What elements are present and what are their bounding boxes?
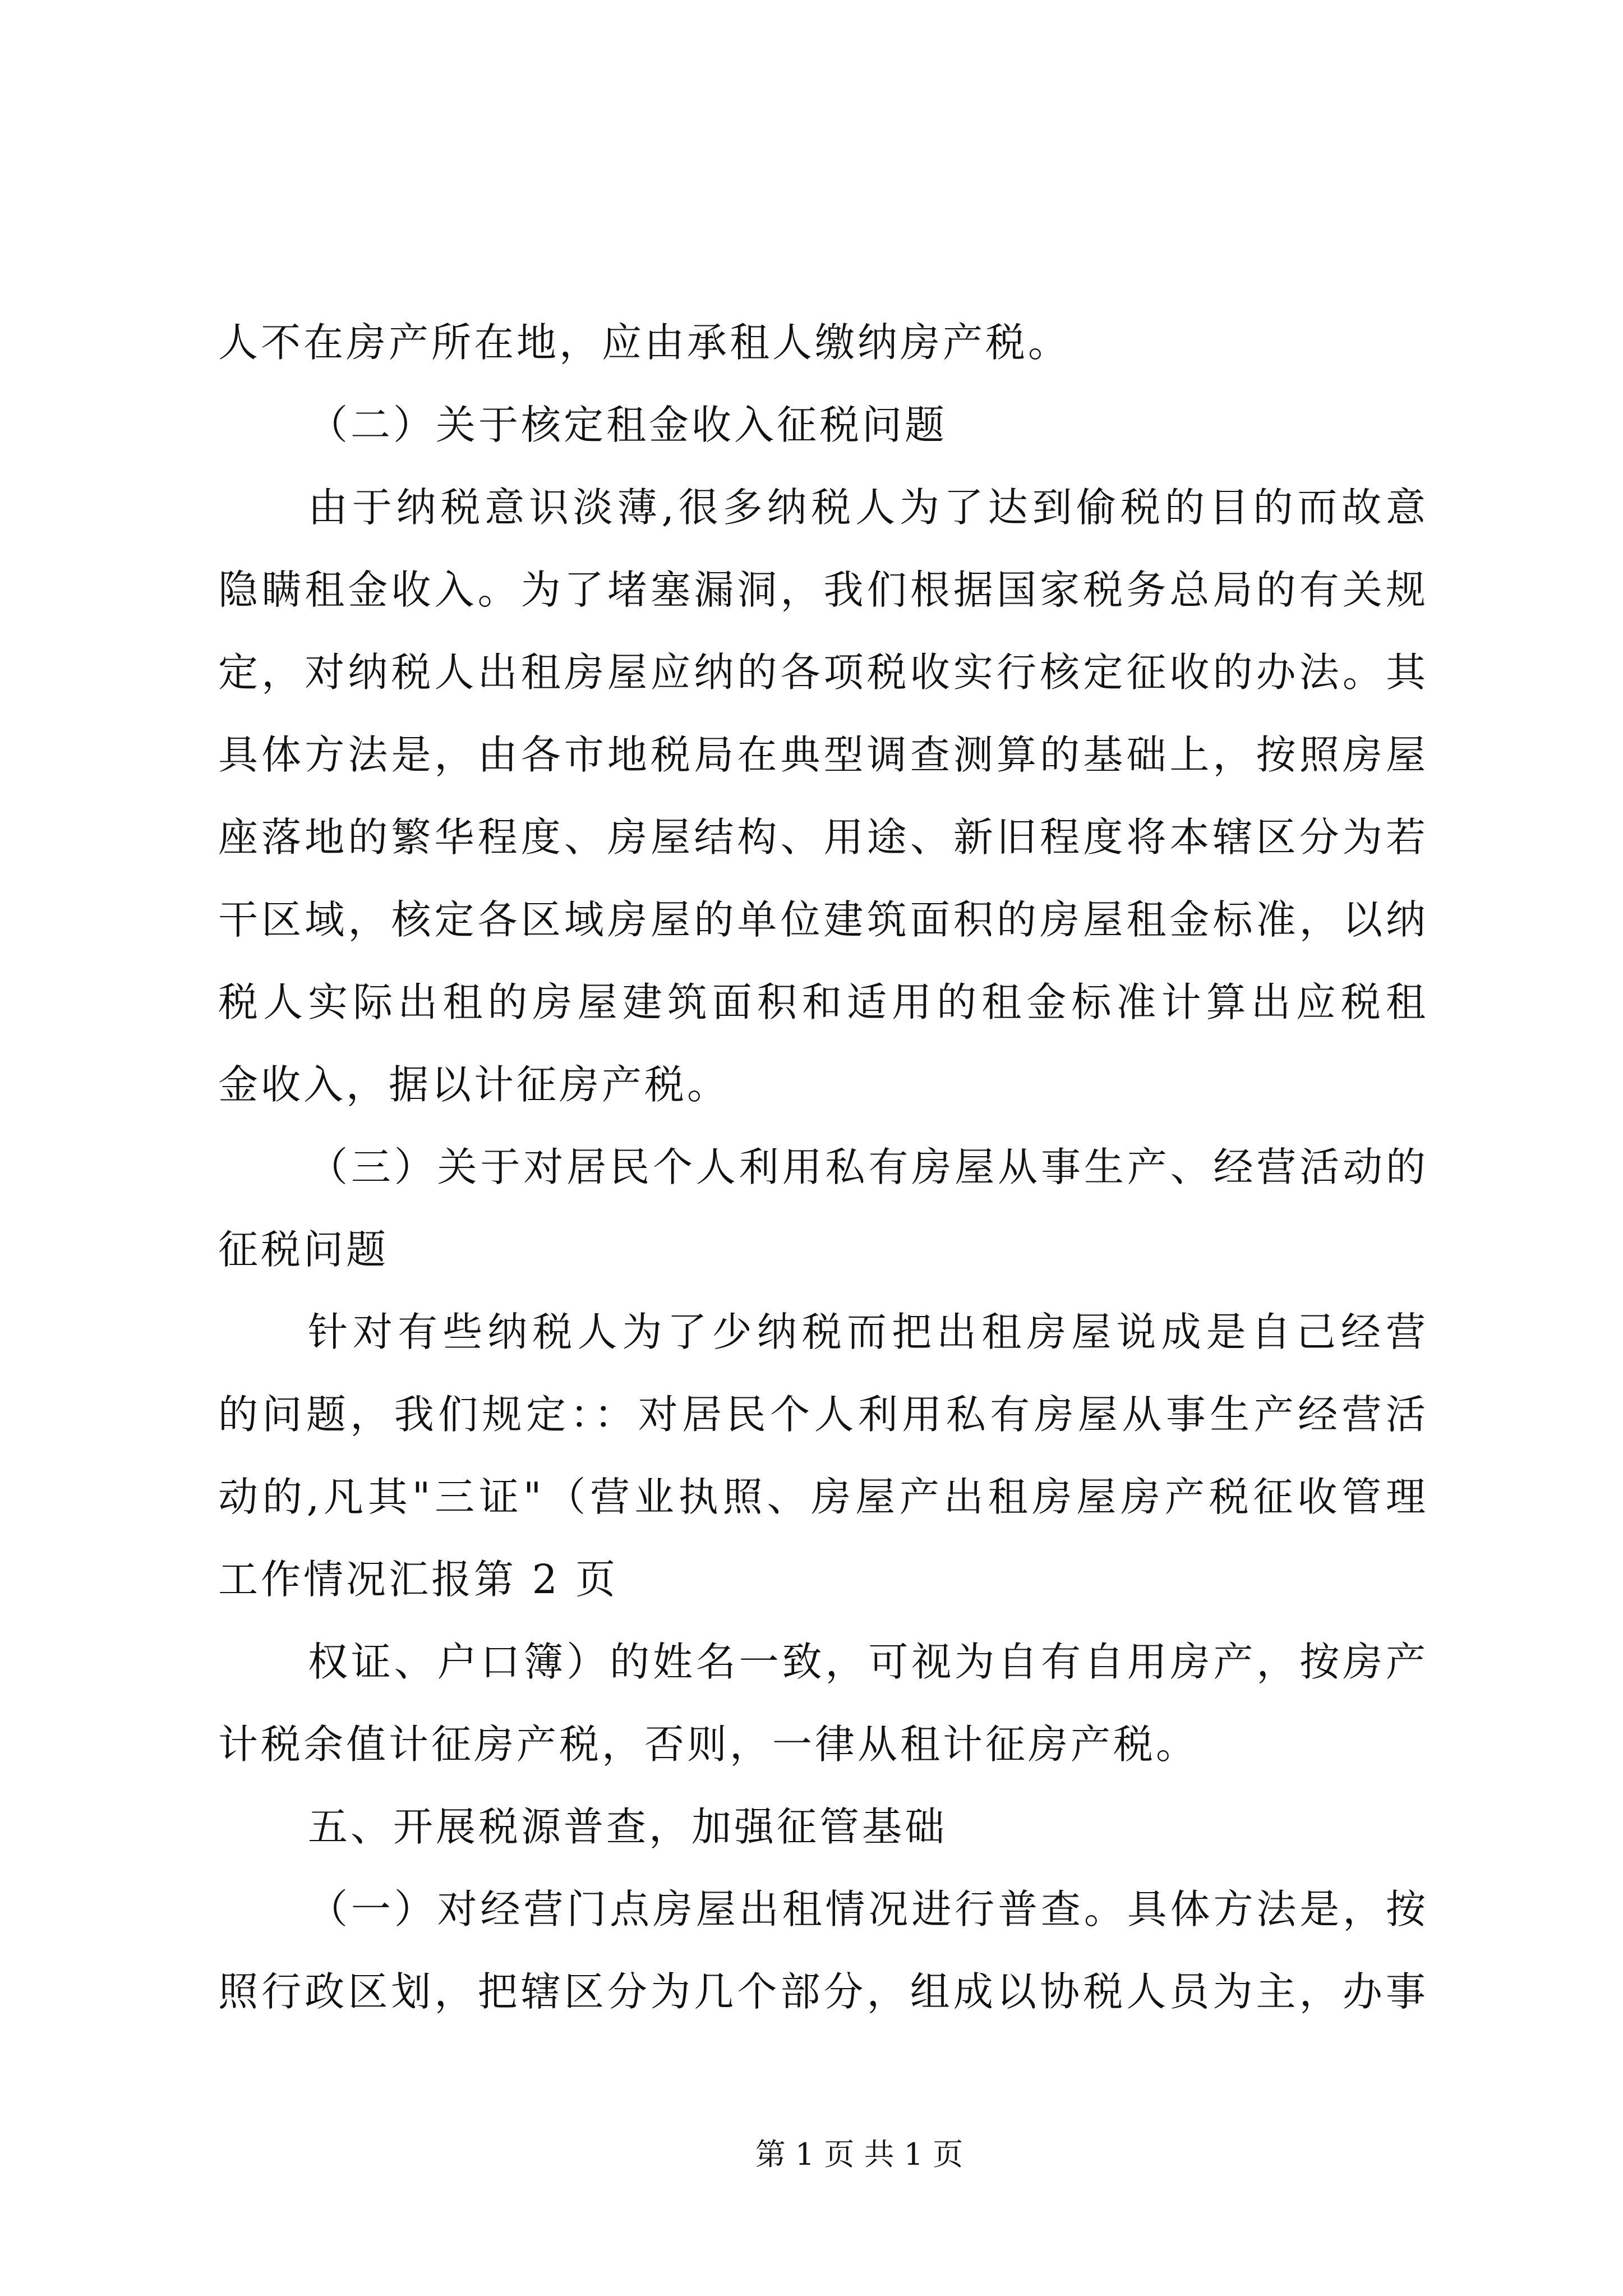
text-line: 座落地的繁华程度、房屋结构、用途、新旧程度将本辖区分为若: [218, 814, 1428, 861]
text-line: 隐瞒租金收入。为了堵塞漏洞，我们根据国家税务总局的有关规: [218, 567, 1428, 613]
text-line: （一）对经营门点房屋出租情况进行普查。具体方法是，按: [308, 1886, 1428, 1932]
section-heading: [218, 1126, 1428, 1291]
text-line: 税人实际出租的房屋建筑面积和适用的租金标准计算出应税租: [218, 979, 1428, 1025]
text-line: 工作情况汇报第 2 页: [218, 1556, 619, 1603]
section-heading: [218, 384, 1428, 466]
text-line: 的问题，我们规定：：对居民个人利用私有房屋从事生产经营活: [218, 1391, 1428, 1438]
text-line: 照行政区划，把辖区分为几个部分，组成以协税人员为主，办事: [218, 1968, 1428, 2015]
heading-line: 征税问题: [218, 1226, 389, 1273]
text-line: 金收入，据以计征房产税。: [218, 1061, 730, 1108]
body-paragraph: [218, 1621, 1428, 1786]
body-paragraph: [218, 466, 1428, 1126]
body-paragraph: [218, 1291, 1428, 1621]
text-line: 干区域，核定各区域房屋的单位建筑面积的房屋租金标准，以纳: [218, 896, 1428, 943]
heading-line: 五、开展税源普查，加强征管基础: [308, 1803, 948, 1850]
text-line: 针对有些纳税人为了少纳税而把出租房屋说成是自己经营: [308, 1309, 1428, 1355]
text-line: 计税余值计征房产税，否则，一律从租计征房产税。: [218, 1721, 1199, 1768]
text-line: 动的,凡其"三证"（营业执照、房屋产出租房屋房产税征收管理: [218, 1474, 1428, 1520]
text-line: 定，对纳税人出租房屋应纳的各项税收实行核定征收的办法。其: [218, 649, 1428, 696]
document-body: [218, 301, 1428, 2033]
text-line: 具体方法是，由各市地税局在典型调查测算的基础上，按照房屋: [218, 731, 1428, 778]
text-line: 权证、户口簿）的姓名一致，可视为自有自用房产，按房产: [308, 1639, 1428, 1685]
page-footer: 第 1 页 共 1 页: [755, 2137, 963, 2172]
heading-line: （二）关于核定租金收入征税问题: [308, 402, 948, 448]
text-line: 人不在房产所在地，应由承租人缴纳房产税。: [218, 319, 1071, 366]
body-paragraph-continued: [218, 301, 1428, 384]
body-paragraph: [218, 1868, 1428, 2033]
heading-line: （三）关于对居民个人利用私有房屋从事生产、经营活动的: [308, 1144, 1428, 1190]
text-line: 由于纳税意识淡薄,很多纳税人为了达到偷税的目的而故意: [308, 484, 1428, 531]
section-heading: [218, 1786, 1428, 1868]
